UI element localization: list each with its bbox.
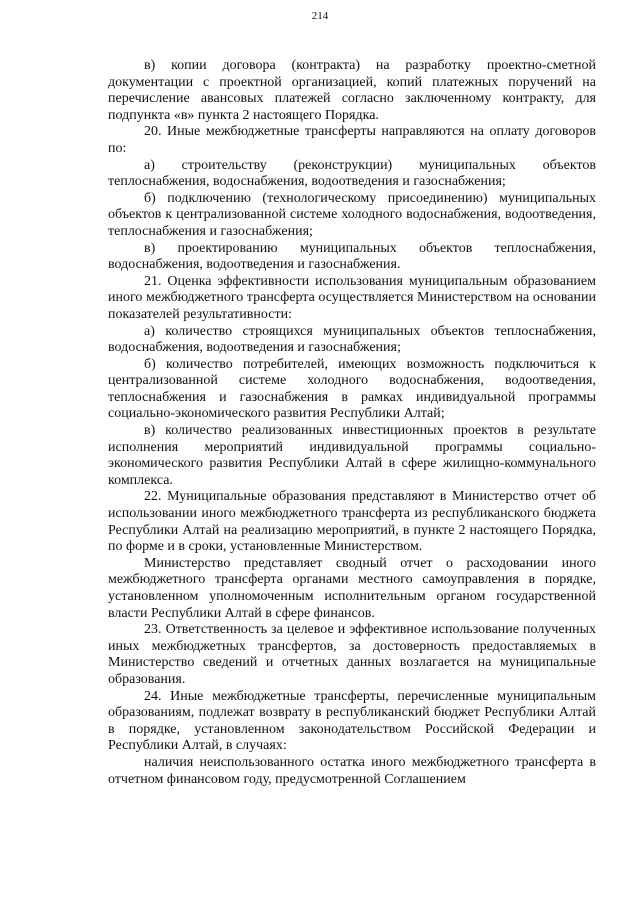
paragraph-20a: а) строительству (реконструкции) муниципальных объектов теплоснабжения, водоснабжения, водоотведения и газоснабжения; [108,157,596,190]
paragraph-21b: б) количество потребителей, имеющих возможность подключиться к централизованной системе холодного водоснабжения, водоотведения, теплоснабжения и газоснабжения в рамках индивидуальной программы социально-экономического развития Республики Алтай; [108,356,596,422]
paragraph-24-unused-balance: наличия неиспользованного остатка иного межбюджетного трансферта в отчетном финансовом году, предусмотренной Соглашением [108,754,596,787]
paragraph-22: 22. Муниципальные образования представляют в Министерство отчет об использовании иного межбюджетного трансферта из республиканского бюджета Республики Алтай на реализацию мероприятий, в пункте 2 настоящего Порядка, по форме и в сроки, установленные Министерством. [108,489,596,555]
paragraph-22-ministry: Министерство представляет сводный отчет о расходовании иного межбюджетного трансферта органами местного самоуправления в порядке, установленном уполномоченным исполнительным органом государственной власти Республики Алтай в сфере финансов. [108,555,596,621]
paragraph-3v-copies: в) копии договора (контракта) на разработку проектно-сметной документации с проектной организацией, копий платежных поручений на перечисление авансовых платежей согласно заключенному контракту, для подпункта «в» пункта 2 настоящего Порядка. [108,58,596,123]
paragraph-21a: а) количество строящихся муниципальных объектов теплоснабжения, водоснабжения, водоотведения и газоснабжения; [108,323,596,356]
paragraph-20: 20. Иные межбюджетные трансферты направляются на оплату договоров по: [108,124,596,156]
page-number: 214 [311,10,329,22]
paragraph-23: 23. Ответственность за целевое и эффективное использование полученных иных межбюджетных трансфертов, за достоверность предоставляемых в Министерство сведений и отчетных данных возлагается на муниципальные образования. [108,622,596,687]
document-body [108,58,596,788]
paragraph-21: 21. Оценка эффективности использования муниципальным образованием иного межбюджетного трансферта осуществляется Министерством на основании показателей результативности: [108,273,596,322]
paragraph-20v: в) проектированию муниципальных объектов теплоснабжения, водоснабжения, водоотведения и газоснабжения. [108,240,596,273]
paragraph-21v: в) количество реализованных инвестиционных проектов в результате исполнения мероприятий индивидуальной программы социально-экономического развития Республики Алтай в сфере жилищно-коммунального комплекса. [108,423,596,488]
paragraph-20b: б) подключению (технологическому присоединению) муниципальных объектов к централизованной системе холодного водоснабжения, водоотведения, теплоснабжения и газоснабжения; [108,190,596,239]
paragraph-24: 24. Иные межбюджетные трансферты, перечисленные муниципальным образованиям, подлежат возврату в республиканский бюджет Республики Алтай в порядке, установленном законодательством Российской Федерации и Республики Алтай, в случаях: [108,688,596,754]
